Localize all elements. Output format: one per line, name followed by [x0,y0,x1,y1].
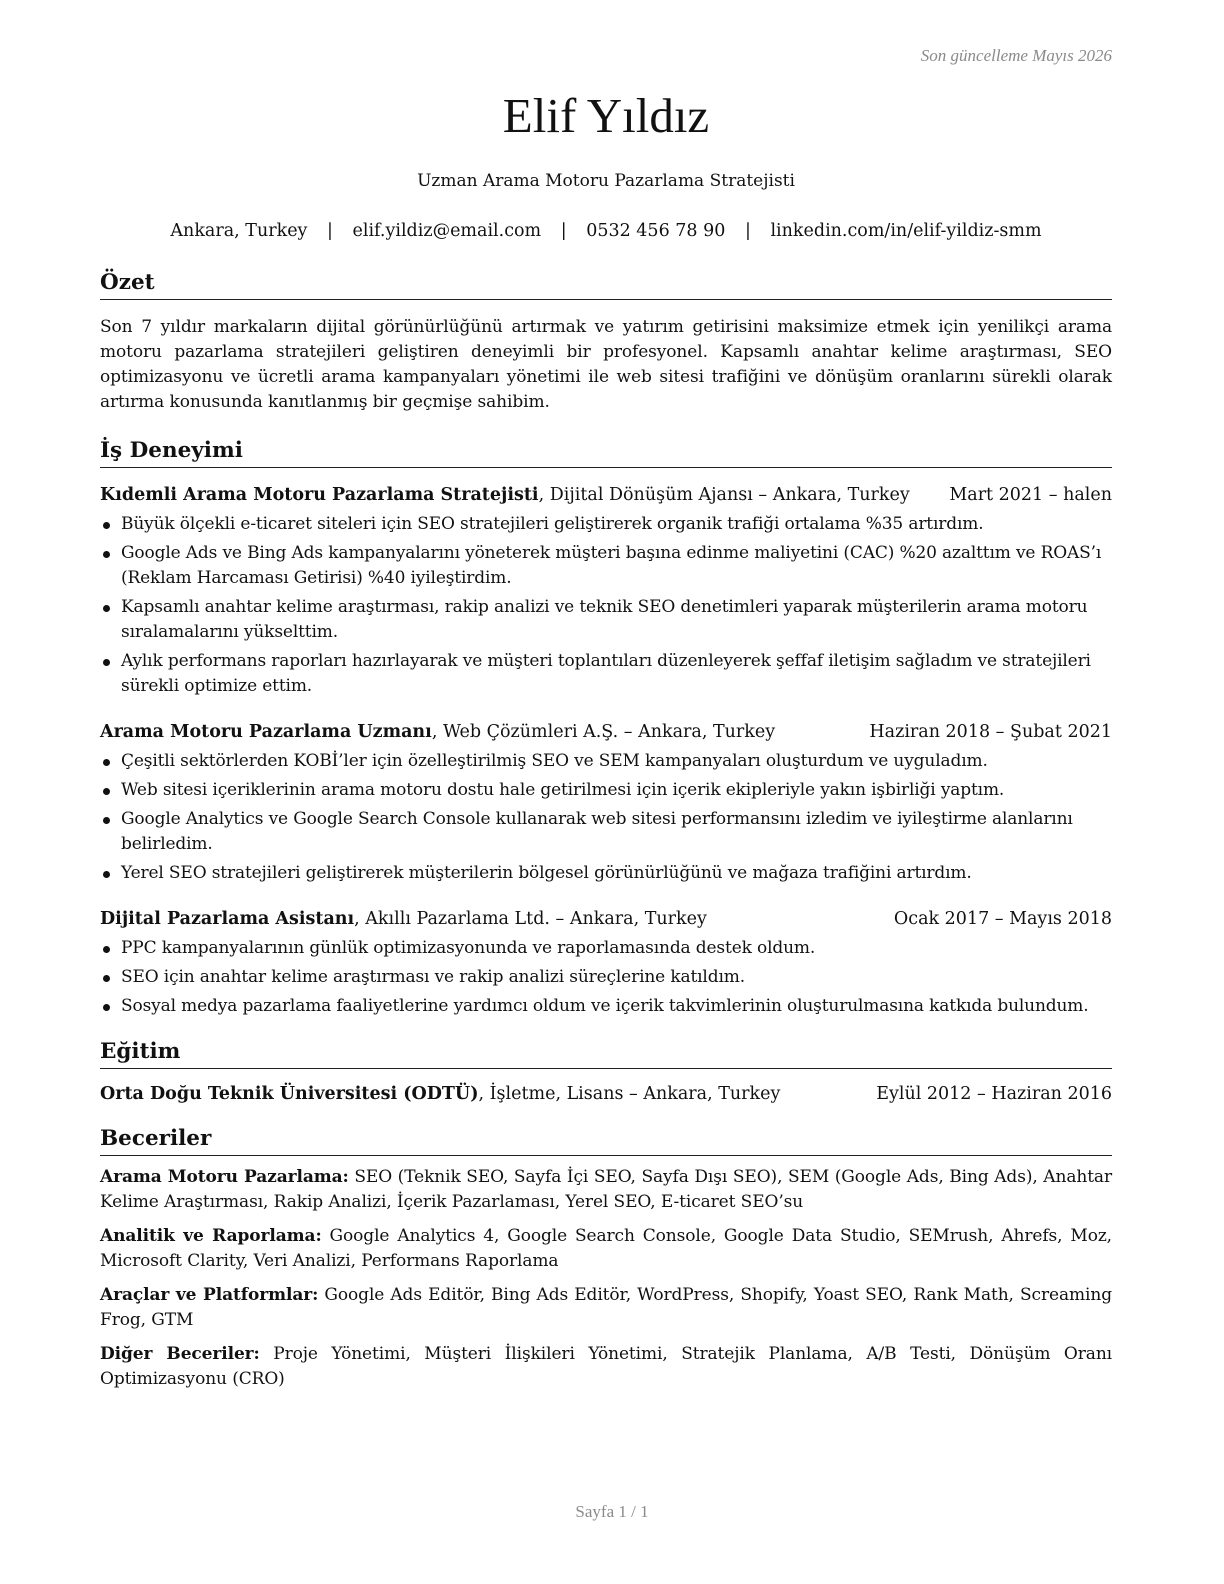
education-line [100,1082,780,1107]
bullet-text: Çeşitli sektörlerden KOBİ’ler için özelleştirilmiş SEO ve SEM kampanyaları oluşturdum ve uyguladım. [121,751,988,771]
bullet-dot-icon [103,522,110,529]
bullet-text: Yerel SEO stratejileri geliştirerek müşterilerin bölgesel görünürlüğünü ve mağaza trafiğini artırdım. [121,863,972,883]
bullet-text: Sosyal medya pazarlama faaliyetlerine yardımcı oldum ve içerik takvimlerinin oluşturulmasına katkıda bulundum. [121,996,1089,1016]
contact-separator: | [327,221,333,241]
candidate-name: Elif Yıldız [502,88,710,143]
job-bullets [100,749,1112,886]
bullet-dot-icon [103,871,110,878]
job-organization: , Dijital Dönüşüm Ajansı – Ankara, Turkey [538,485,910,505]
contact-linkedin[interactable]: linkedin.com/in/elif-yildiz-smm [770,221,1042,241]
experience-section [100,437,1112,1019]
bullet-text: Aylık performans raporları hazırlayarak ve müşteri toplantıları düzenleyerek şeffaf iletişim sağladım ve stratejileri sürekli optimize ettim. [121,651,1091,696]
bullet-dot-icon [103,605,110,612]
section-title-education: Eğitim [100,1038,1112,1069]
bullet-item [100,807,1112,857]
skill-group [100,1165,1112,1215]
bullet-item [100,649,1112,699]
last-updated-note: Son güncelleme Mayıs 2026 [920,46,1112,65]
skill-group-items: Google Ads Editör, Bing Ads Editör, WordPress, Shopify, Yoast SEO, Rank Math, Screaming Frog, GTM [100,1285,1112,1330]
skill-group-label: Araçlar ve Platformlar: [100,1285,319,1305]
job-header [100,483,1112,508]
job-role-line [100,483,910,508]
job-organization: , Web Çözümleri A.Ş. – Ankara, Turkey [431,722,776,742]
job-dates: Mart 2021 – halen [949,485,1112,505]
skill-group-label: Analitik ve Raporlama: [100,1226,322,1246]
contact-email[interactable]: elif.yildiz@email.com [352,221,542,241]
bullet-dot-icon [103,946,110,953]
skill-group [100,1342,1112,1392]
skill-group-items: Google Analytics 4, Google Search Console, Google Data Studio, SEMrush, Ahrefs, Moz, Microsoft Clarity, Veri Analizi, Performans Raporlama [100,1226,1112,1271]
degree-detail: , İşletme, Lisans – Ankara, Turkey [478,1084,781,1104]
bullet-dot-icon [103,975,110,982]
skill-group-items: SEO (Teknik SEO, Sayfa İçi SEO, Sayfa Dışı SEO), SEM (Google Ads, Bing Ads), Anahtar Kelime Araştırması, Rakip Analizi, İçerik Pazarlaması, Yerel SEO, E-ticaret SEO’su [100,1167,1112,1212]
job-header [100,907,1112,932]
skill-group-label: Arama Motoru Pazarlama: [100,1167,349,1187]
education-section [100,1038,1112,1107]
contact-line [100,218,1112,244]
education-entry [100,1082,1112,1107]
bullet-dot-icon [103,788,110,795]
summary-section [100,269,1112,415]
job-role-line [100,720,775,745]
contact-location: Ankara, Turkey [170,221,308,241]
bullet-item [100,936,1112,961]
contact-separator: | [744,221,751,241]
bullet-item [100,861,1112,886]
bullet-dot-icon [103,659,110,666]
summary-text: Son 7 yıldır markaların dijital görünürlüğünü artırmak ve yatırım getirisini maksimize etmek için yenilikçi arama motoru pazarlama stratejileri geliştiren deneyimli bir profesyonel. Kapsamlı anahtar kelime araştırması, SEO optimizasyonu ve ücretli arama kampanyaları yönetimi ile web sitesi trafiğini ve dönüşüm oranlarını sürekli olarak artırma konusunda kanıtlanmış bir geçmişe sahibim. [100,317,1112,412]
job-title: Kıdemli Arama Motoru Pazarlama Stratejisti [100,485,539,505]
skill-group-label: Diğer Beceriler: [100,1344,260,1364]
education-dates: Eylül 2012 – Haziran 2016 [876,1084,1112,1104]
bullet-text: Web sitesi içeriklerinin arama motoru dostu hale getirilmesi için içerik ekipleriyle yakın işbirliği yaptım. [121,780,1005,800]
bullet-text: Google Ads ve Bing Ads kampanyalarını yöneterek müşteri başına edinme maliyetini (CAC) %20 azalttım ve ROAS’ı (Reklam Harcaması Getirisi) %40 iyileştirdim. [121,543,1102,588]
bullet-text: PPC kampanyalarının günlük optimizasyonunda ve raporlamasında destek oldum. [121,938,816,958]
bullet-item [100,595,1112,645]
bullet-item [100,994,1112,1019]
bullet-dot-icon [103,1004,110,1011]
bullet-dot-icon [103,759,110,766]
section-title-skills: Beceriler [100,1125,1112,1156]
skill-group [100,1224,1112,1274]
section-title-experience: İş Deneyimi [100,437,1112,468]
bullet-text: Kapsamlı anahtar kelime araştırması, rakip analizi ve teknik SEO denetimleri yaparak müşterilerin arama motoru sıralamalarını yükselttim. [121,597,1088,642]
contact-phone: 0532 456 78 90 [586,221,726,241]
job-organization: , Akıllı Pazarlama Ltd. – Ankara, Turkey [354,909,707,929]
page-number: Sayfa 1 / 1 [575,1502,649,1521]
section-title-summary: Özet [100,269,1112,300]
contact-separator: | [560,221,567,241]
bullet-dot-icon [103,817,110,824]
bullet-item [100,749,1112,774]
job-entry [100,907,1112,1019]
job-header [100,720,1112,745]
resume-content [100,84,1112,1392]
job-entry [100,720,1112,886]
bullet-text: Google Analytics ve Google Search Console kullanarak web sitesi performansını izledim ve iyileştirme alanlarını belirledim. [121,809,1073,854]
job-bullets [100,936,1112,1019]
job-title: Arama Motoru Pazarlama Uzmanı [100,722,432,742]
job-entry [100,483,1112,699]
job-role-line [100,907,707,932]
job-bullets [100,512,1112,699]
job-title: Dijital Pazarlama Asistanı [100,909,355,929]
bullet-dot-icon [103,551,110,558]
candidate-headline: Uzman Arama Motoru Pazarlama Stratejisti [417,171,795,191]
skill-group [100,1283,1112,1333]
skill-group-items: Proje Yönetimi, Müşteri İlişkileri Yönetimi, Stratejik Planlama, A/B Testi, Dönüşüm Oranı Optimizasyonu (CRO) [100,1344,1112,1389]
skills-section [100,1125,1112,1392]
job-dates: Haziran 2018 – Şubat 2021 [869,722,1112,742]
job-dates: Ocak 2017 – Mayıs 2018 [893,909,1112,929]
bullet-item [100,541,1112,591]
school-name: Orta Doğu Teknik Üniversitesi (ODTÜ) [100,1084,479,1104]
bullet-text: SEO için anahtar kelime araştırması ve rakip analizi süreçlerine katıldım. [121,967,745,987]
bullet-item [100,778,1112,803]
bullet-item [100,965,1112,990]
bullet-text: Büyük ölçekli e-ticaret siteleri için SEO stratejileri geliştirerek organik trafiği ortalama %35 artırdım. [121,514,984,534]
bullet-item [100,512,1112,537]
